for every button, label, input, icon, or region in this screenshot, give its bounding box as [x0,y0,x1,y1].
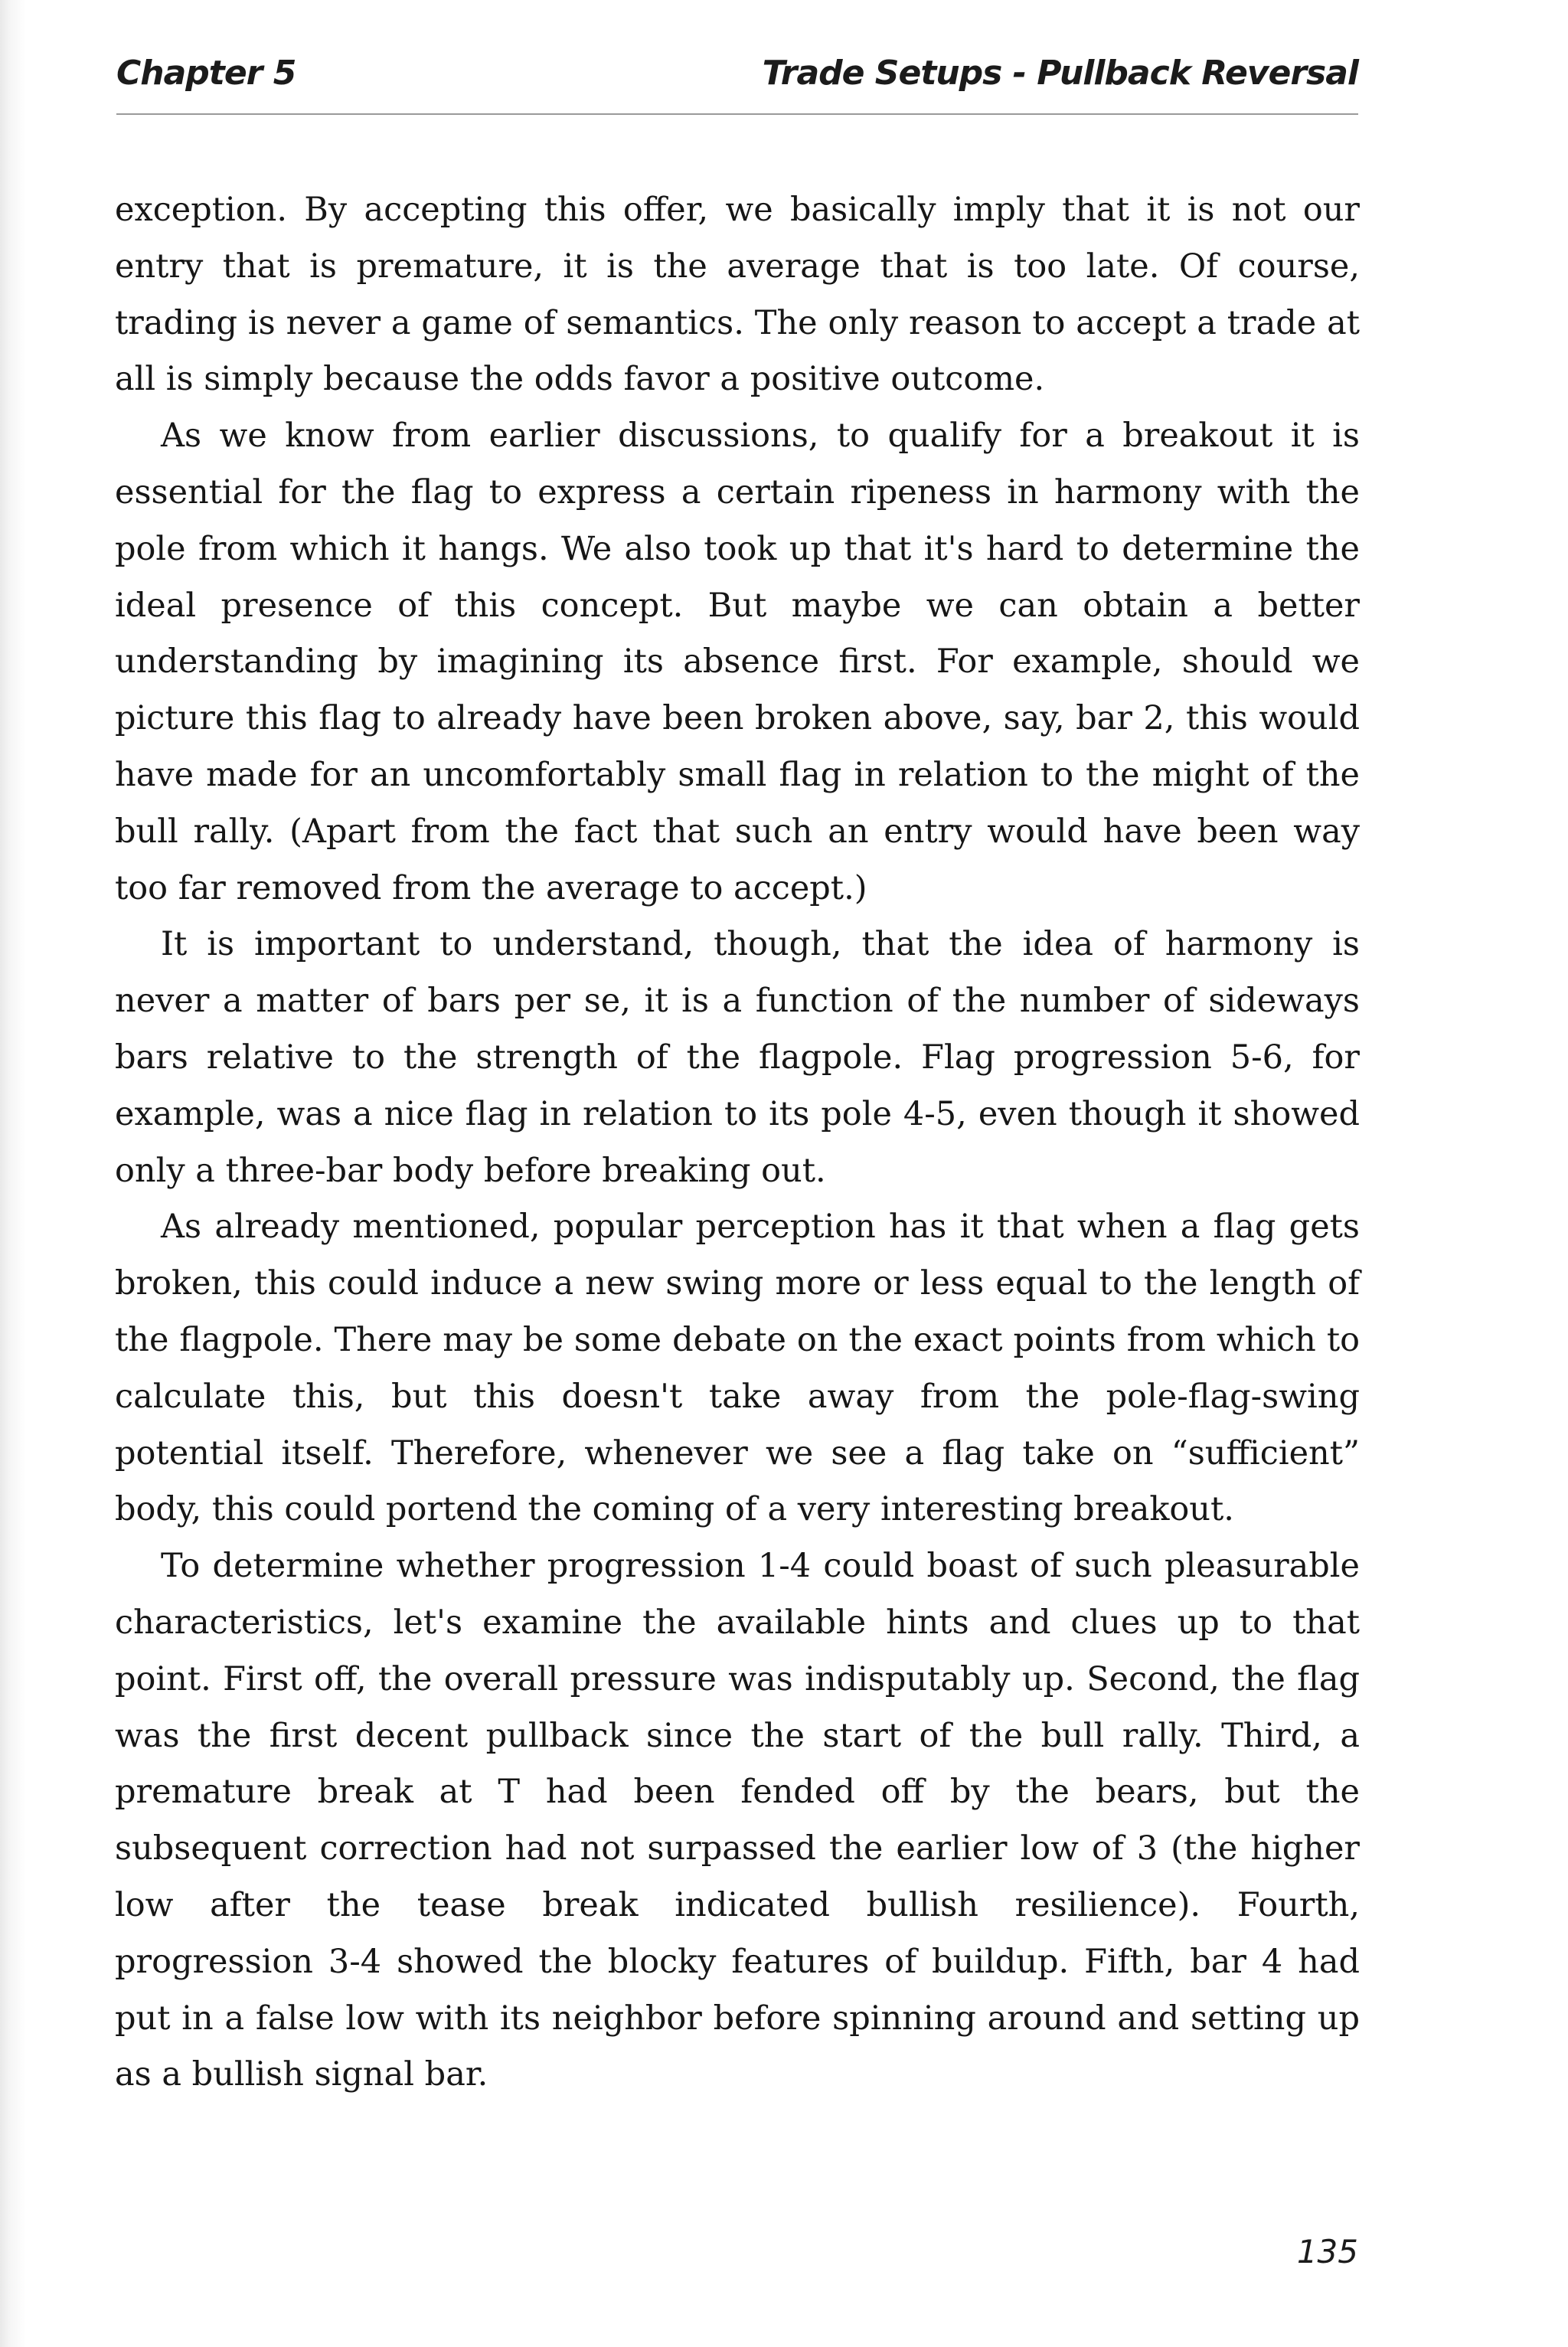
paragraph: As already mentioned, popular perception has it that when a flag gets broken, this could induce a new swing more or less equal to the length of the flagpole. There may be some debate on the exact points from which to calculate this, but this doesn't take away from the pole-flag-swing potential itself. Therefore, whenever we see a flag take on “sufficient” body, this could portend the coming of a very interesting breakout. [115,1208,1360,1529]
paragraph: To determine whether progression 1-4 could boast of such pleasurable characteristics, let's examine the available hints and clues up to that point. First off, the overall pressure was indisputably up. Second, the flag was the first decent pullback since the start of the bull rally. Third, a premature break at T had been fended off by the bears, but the subsequent correction had not surpassed the earlier low of 3 (the higher low after the tease break indicated bullish resilience). Fourth, progression 3-4 showed the blocky features of buildup. Fifth, bar 4 had put in a false low with its neighbor before spinning around and setting up as a bullish signal bar. [115,1547,1360,2094]
page-number: 135 [1296,2233,1358,2270]
paragraph: As we know from earlier discussions, to qualify for a breakout it is essential for the flag to express a certain ripeness in harmony with the pole from which it hangs. We also took up that it's hard to determine the ideal presence of this concept. But maybe we can obtain a better understanding by imagining its absence first. For example, should we picture this flag to already have been broken above, say, bar 2, this would have made for an uncomfortably small flag in relation to the might of the bull rally. (Apart from the fact that such an entry would have been way too far removed from the average to accept.) [115,417,1360,907]
paragraph: exception. By accepting this offer, we basically imply that it is not our entry that is premature, it is the average that is too late. Of course, trading is never a game of semantics. The only reason to accept a trade at all is simply because the odds favor a positive outcome. [115,191,1360,399]
paragraph: It is important to understand, though, that the idea of harmony is never a matter of bars per se, it is a function of the number of sideways bars relative to the strength of the flagpole. Flag progression 5-6, for example, was a nice flag in relation to its pole 4-5, even though it showed only a three-bar body before breaking out. [115,925,1360,1190]
running-header [116,47,1358,115]
body-text [115,182,1360,2103]
section-title: Trade Setups - Pullback Reversal [762,54,1358,93]
chapter-label: Chapter 5 [116,54,296,93]
